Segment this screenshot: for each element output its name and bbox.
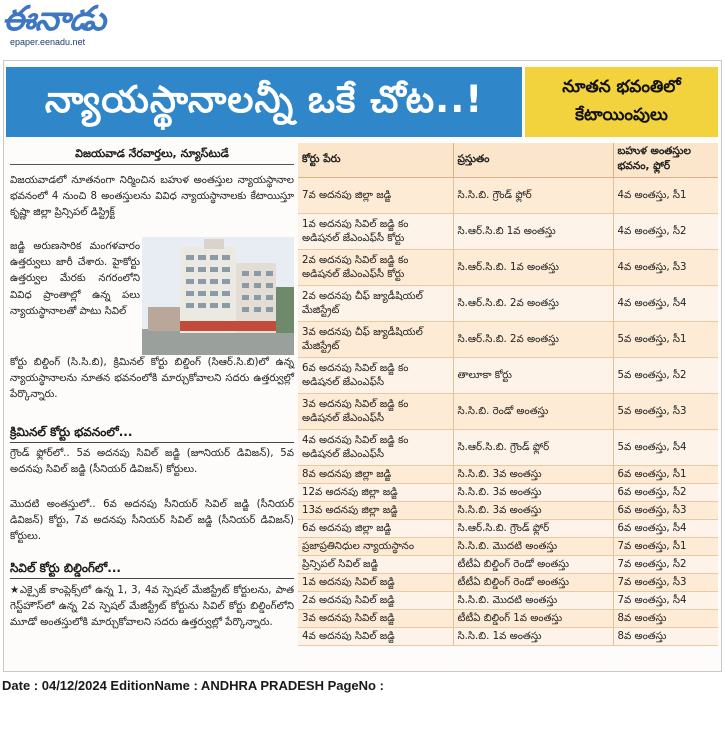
table-row	[298, 538, 718, 556]
court-name-cell: 2వ అదనపు చీఫ్ జ్యుడీషియల్ మేజిస్ట్రేట్	[298, 286, 453, 322]
current-location-cell: సి.ఆర్.సి.బి. గ్రౌండ్ ఫ్లోర్	[453, 430, 613, 466]
site-url[interactable]: epaper.eenadu.net	[10, 37, 86, 47]
court-building-photo	[142, 237, 294, 355]
subhead-line-1: నూతన భవంతిలో	[562, 77, 681, 97]
new-floor-cell: 5వ అంతస్తు, సీ4	[613, 430, 718, 466]
subhead-box	[525, 67, 718, 137]
divider	[10, 164, 294, 165]
current-location-cell: సి.సి.బి. రెండో అంతస్తు	[453, 394, 613, 430]
new-floor-cell: 6వ అంతస్తు, సీ1	[613, 466, 718, 484]
subhead-line-2: కేటాయింపులు	[575, 105, 668, 125]
dateline: విజయవాడ నేరవార్తలు, న్యూస్‌టుడే	[75, 147, 229, 160]
new-floor-cell: 7వ అంతస్తు, సీ3	[613, 574, 718, 592]
court-name-cell: 3వ అదనపు సివిల్ జడ్జి	[298, 610, 453, 628]
current-location-cell: సి.సి.బి. 1వ అంతస్తు	[453, 628, 613, 646]
court-name-cell: ప్రిన్సిపల్ సివిల్ జడ్జి	[298, 556, 453, 574]
court-name-cell: 12వ అదనపు జిల్లా జడ్జి	[298, 484, 453, 502]
article-paragraph-1: విజయవాడలో నూతనంగా నిర్మించిన బహుళ అంతస్తుల న్యాయస్థానాల భవనంలో 4 నుంచి 8 అంతస్తులను వివిధ న్యాయస్థానాలకు కేటాయిస్తూ కృష్ణా జిల్లా ప్రిన్సిపల్ డిస్ట్రిక్ట్	[10, 175, 294, 219]
civil-paragraph: ★ఎక్సైజ్ కాంప్లెక్స్‌లో ఉన్న 1, 3, 4వ స్పెషల్ మేజిస్ట్రేట్ కోర్టులను, పాత గెస్ట్‌హౌస్‌లో ఉన్న 2వ స్పెషల్ మేజిస్ట్రేట్ కోర్టును సివిల్ కోర్టు బిల్డింగ్‌లోని మూడో అంతస్తులోకి మార్చుకోవాలని సదరు ఉత్తర్వుల్లో పేర్కొన్నారు.	[10, 585, 294, 629]
divider	[10, 578, 294, 579]
table-row	[298, 574, 718, 592]
new-floor-cell: 6వ అంతస్తు, సీ2	[613, 484, 718, 502]
column-header-current: ప్రస్తుతం	[453, 143, 613, 178]
eenadu-logo[interactable]: ఈనాడు	[2, 0, 106, 39]
court-name-cell: 2వ అదనపు సివిల్ జడ్జి కం అడిషనల్ జేఎంఎఫ్‌సీ కోర్టు	[298, 250, 453, 286]
current-location-cell: సి.సి.బి. మొదటి అంతస్తు	[453, 538, 613, 556]
new-floor-cell: 7వ అంతస్తు, సీ2	[613, 556, 718, 574]
current-location-cell: టీటీఏ బిల్డింగ్ 1వ అంతస్తు	[453, 610, 613, 628]
court-name-cell: 3వ అదనపు చీఫ్ జ్యుడీషియల్ మేజిస్ట్రేట్	[298, 322, 453, 358]
divider	[10, 442, 294, 443]
article-body	[10, 143, 294, 668]
current-location-cell: సి.సి.బి. 3వ అంతస్తు	[453, 484, 613, 502]
table-row	[298, 394, 718, 430]
new-floor-cell: 5వ అంతస్తు, సీ1	[613, 322, 718, 358]
current-location-cell: సి.సి.బి. 3వ అంతస్తు	[453, 466, 613, 484]
table-row	[298, 484, 718, 502]
article-paragraph-1b: జడ్జి అరుణసారిక మంగళవారం ఉత్తర్వులు జారీ చేశారు. హైకోర్టు ఉత్తర్వుల మేరకు నగరంలోని వివిధ ప్రాంతాల్లో ఉన్న పలు న్యాయస్థానాలతో పాటు సివిల్	[10, 241, 140, 317]
current-location-cell: టీటీఏ బిల్డింగ్ రెండో అంతస్తు	[453, 574, 613, 592]
current-location-cell: సి.ఆర్.సి.బి. 2వ అంతస్తు	[453, 322, 613, 358]
court-name-cell: 2వ అదనపు సివిల్ జడ్జి	[298, 592, 453, 610]
table-row	[298, 520, 718, 538]
headline-banner	[6, 67, 522, 137]
headline: న్యాయస్థానాలన్నీ ఒకే చోట..!	[44, 78, 484, 121]
criminal-first-floor: మొదటి అంతస్తులో.. 6వ అదనపు సీనియర్ సివిల్ జడ్జి (సీనియర్ డివిజన్) కోర్టు, 7వ అదనపు సీనియర్ సివిల్ జడ్జి (సీనియర్ డివిజన్) కోర్టులు.	[10, 499, 294, 543]
court-name-cell: 1వ అదనపు సివిల్ జడ్జి	[298, 574, 453, 592]
current-location-cell: సి.ఆర్.సి.బి. 2వ అంతస్తు	[453, 286, 613, 322]
court-name-cell: 4వ అదనపు సివిల్ జడ్జి కం అడిషనల్ జేఎంఎఫ్‌సీ	[298, 430, 453, 466]
new-floor-cell: 4వ అంతస్తు, సీ2	[613, 214, 718, 250]
new-floor-cell: 7వ అంతస్తు, సీ1	[613, 538, 718, 556]
table-row	[298, 502, 718, 520]
current-location-cell: సి.సి.బి. గ్రౌండ్ ఫ్లోర్	[453, 178, 613, 214]
court-name-cell: 1వ అదనపు సివిల్ జడ్జి కం అడిషనల్ జేఎంఎఫ్‌సీ కోర్టు	[298, 214, 453, 250]
new-floor-cell: 5వ అంతస్తు, సీ3	[613, 394, 718, 430]
criminal-ground-floor: గ్రౌండ్ ఫ్లోర్‌లో.. 5వ అదనపు సివిల్ జడ్జి (జూనియర్ డివిజన్), 5వ అదనపు సివిల్ జడ్జి (సీనియర్ డివిజన్) కోర్టులు.	[10, 448, 294, 476]
court-name-cell: ప్రజాప్రతినిధుల న్యాయస్థానం	[298, 538, 453, 556]
new-floor-cell: 6వ అంతస్తు, సీ3	[613, 502, 718, 520]
table-row	[298, 592, 718, 610]
new-floor-cell: 4వ అంతస్తు, సీ3	[613, 250, 718, 286]
table-row	[298, 610, 718, 628]
table-row	[298, 358, 718, 394]
column-header-court-name: కోర్టు పేరు	[298, 143, 453, 178]
current-location-cell: సి.సి.బి. 3వ అంతస్తు	[453, 502, 613, 520]
edition-footer: Date : 04/12/2024 EditionName : ANDHRA PRADESH PageNo :	[2, 678, 384, 693]
table-row	[298, 286, 718, 322]
new-floor-cell: 6వ అంతస్తు, సీ4	[613, 520, 718, 538]
table-row	[298, 628, 718, 646]
section-heading-criminal: క్రిమినల్ కోర్టు భవనంలో...	[10, 425, 133, 439]
court-allocation-table	[298, 143, 718, 663]
court-name-cell: 3వ అదనపు సివిల్ జడ్జి కం అడిషనల్ జేఎంఎఫ్‌సీ	[298, 394, 453, 430]
section-heading-civil: సివిల్ కోర్టు బిల్డింగ్‌లో...	[10, 561, 121, 575]
article-paragraph-2: కోర్టు బిల్డింగ్ (సి.సి.బి), క్రిమినల్ కోర్టు బిల్డింగ్ (సిఆర్.సి.బి)లో ఉన్న న్యాయస్థానాలను నూతన భవనంలోకి మార్చుకోవాలని సదరు ఉత్తర్వుల్లో పేర్కొన్నారు.	[10, 357, 294, 401]
table-row	[298, 178, 718, 214]
table-row	[298, 214, 718, 250]
court-name-cell: 6వ అదనపు సివిల్ జడ్జి కం అడిషనల్ జేఎంఎఫ్‌సీ	[298, 358, 453, 394]
current-location-cell: సి.ఆర్.సి.బి. 1వ అంతస్తు	[453, 250, 613, 286]
current-location-cell: సి.ఆర్.సి.బి. గ్రౌండ్ ఫ్లోర్	[453, 520, 613, 538]
court-name-cell: 7వ అదనపు జిల్లా జడ్జి	[298, 178, 453, 214]
current-location-cell: టీటీఏ బిల్డింగ్ రెండో అంతస్తు	[453, 556, 613, 574]
table-row	[298, 322, 718, 358]
court-name-cell: 8వ అదనపు జిల్లా జడ్జి	[298, 466, 453, 484]
court-name-cell: 13వ అదనపు జిల్లా జడ్జి	[298, 502, 453, 520]
current-location-cell: తాలూకా కోర్టు	[453, 358, 613, 394]
new-floor-cell: 7వ అంతస్తు, సీ4	[613, 592, 718, 610]
column-header-new-floor: బహుళ అంతస్తుల భవనం, ఫ్లోర్	[613, 143, 718, 178]
masthead	[0, 0, 240, 52]
table-row	[298, 430, 718, 466]
new-floor-cell: 4వ అంతస్తు, సీ1	[613, 178, 718, 214]
new-floor-cell: 8వ అంతస్తు	[613, 628, 718, 646]
court-name-cell: 6వ అదనపు జిల్లా జడ్జి	[298, 520, 453, 538]
new-floor-cell: 5వ అంతస్తు, సీ2	[613, 358, 718, 394]
current-location-cell: సి.ఆర్.సి.బి 1వ అంతస్తు	[453, 214, 613, 250]
new-floor-cell: 8వ అంతస్తు	[613, 610, 718, 628]
current-location-cell: సి.సి.బి. మొదటి అంతస్తు	[453, 592, 613, 610]
table-row	[298, 556, 718, 574]
new-floor-cell: 4వ అంతస్తు, సీ4	[613, 286, 718, 322]
table-row	[298, 250, 718, 286]
court-name-cell: 4వ అదనపు సివిల్ జడ్జి	[298, 628, 453, 646]
table-row	[298, 466, 718, 484]
